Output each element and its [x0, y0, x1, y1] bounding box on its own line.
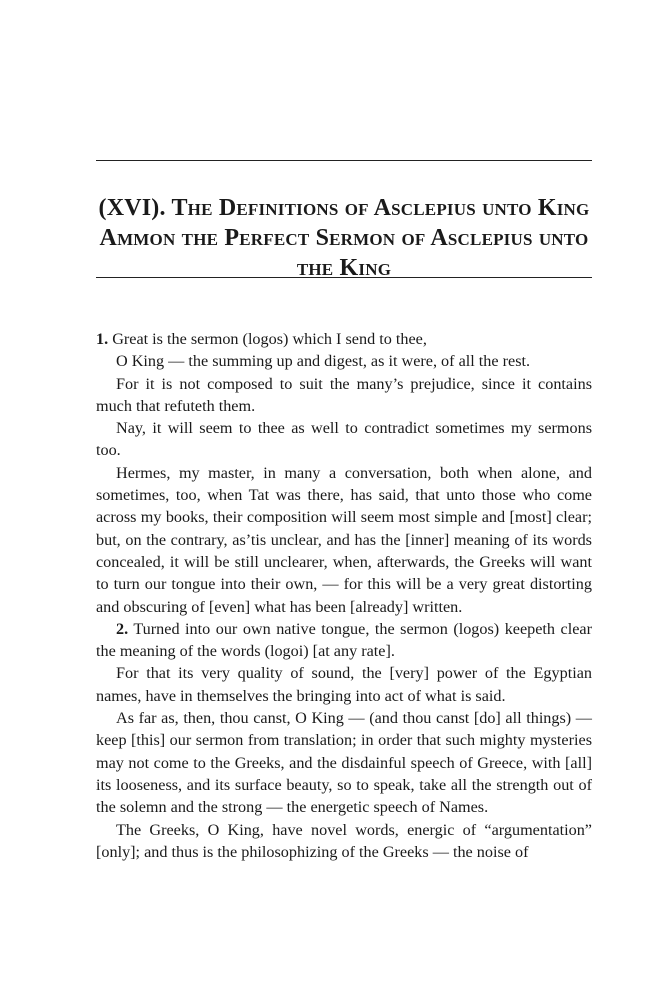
paragraph	[96, 373, 592, 418]
paragraph-text: As far as, then, thou canst, O King — (and thou canst [do] all things) — keep [this] our sermon from translation; in order that such mighty mysteries may not come to the Greeks, and the disdainful speech of Greece, with [all] its looseness, and its surface beauty, so to speak, take all the strength out of the solemn and the strong — the energetic speech of Names.	[96, 709, 592, 817]
title-rule-top	[96, 160, 592, 161]
paragraph	[96, 350, 592, 372]
paragraph-text: For it is not composed to suit the many’s prejudice, since it contains much that refuteth them.	[96, 374, 592, 415]
title-rule-bottom	[96, 277, 592, 278]
paragraph-text: Nay, it will seem to thee as well to contradict sometimes my sermons too.	[96, 419, 592, 460]
paragraph-text: Hermes, my master, in many a conversation, both when alone, and sometimes, too, when Tat was there, has said, that unto those who come across my books, their composition will seem most simple and [most] clear; but, on the contrary, as’tis unclear, and has the [inner] meaning of its words concealed, it will be still unclearer, when, afterwards, the Greeks will want to turn our tongue into their own, — for this will be a very great distorting and obscuring of [even] what has been [already] written.	[96, 463, 592, 616]
body-text	[96, 328, 592, 863]
paragraph-text: Great is the sermon (logos) which I send to thee,	[112, 330, 427, 348]
paragraph	[96, 417, 592, 462]
paragraph-text: The Greeks, O King, have novel words, energic of “argumentation” [only]; and thus is the philosophizing of the Greeks — the noise of	[96, 820, 592, 861]
paragraph	[96, 328, 592, 350]
paragraph-text: O King — the summing up and digest, as it were, of all the rest.	[116, 352, 531, 371]
section-number: 2.	[116, 619, 129, 638]
paragraph	[96, 662, 592, 707]
paragraph	[96, 618, 592, 663]
paragraph	[96, 819, 592, 864]
paragraph	[96, 462, 592, 618]
paragraph	[96, 707, 592, 818]
paragraph-text: For that its very quality of sound, the [very] power of the Egyptian names, have in themselves the bringing into act of what is said.	[96, 664, 592, 705]
section-number: 1.	[96, 330, 109, 348]
chapter-title: (XVI). The Definitions of Asclepius unto King Ammon the Perfect Sermon of Asclepius unto the King	[98, 195, 590, 282]
paragraph-text: Turned into our own native tongue, the sermon (logos) keepeth clear the meaning of the words (logoi) [at any rate].	[96, 619, 592, 661]
